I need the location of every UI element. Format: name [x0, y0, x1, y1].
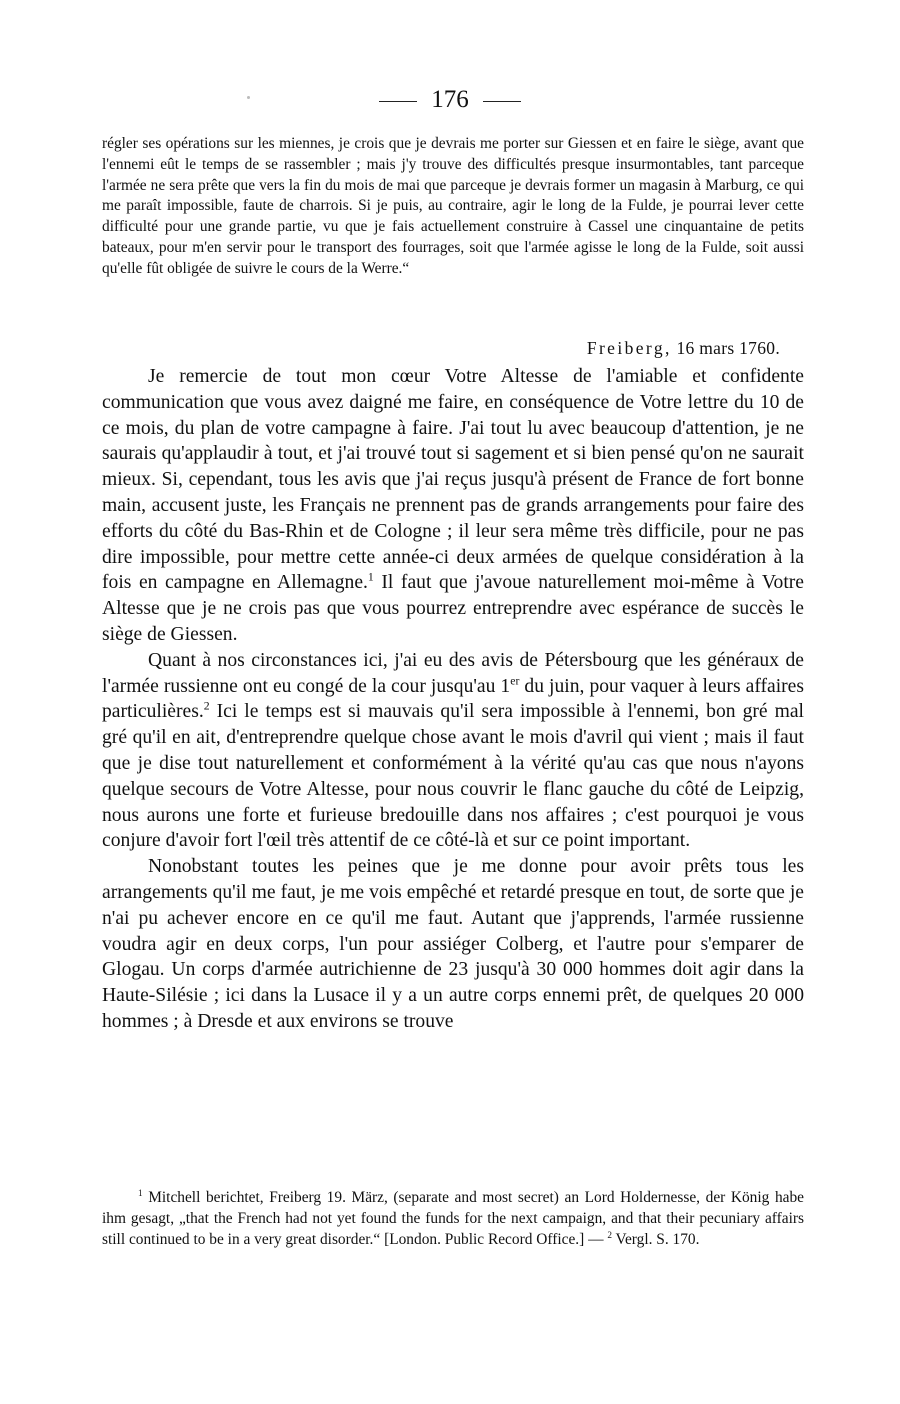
footnote-block — [102, 1188, 804, 1250]
footnote-ref-1: 1 — [367, 570, 374, 584]
ordinal-superscript: er — [510, 674, 520, 688]
p1-text-b: Il faut que j'avoue naturellement moi-même à Votre Altesse que je ne crois pas que vous pourrez entreprendre avec espérance de succès le siège de Giessen. — [102, 572, 804, 645]
letter-excerpt-text: régler ses opérations sur les miennes, je crois que je devrais me porter sur Giessen et en faire le siège, avant que l'ennemi eût le temps de se rassembler ; mais j'y trouve des difficultés presque insurmontables, tant parceque l'armée ne sera prête que vers la fin du mois de mai que parceque je devrais former un magasin à Marburg, ce qui me paraît impossible, faute de charrois. Si je puis, au contraire, agir le long de la Fulde, je pourrai lever cette difficulté pour une grande partie, vu que je fais actuellement construire à Cassel une cinquantaine de petits bateaux, pour m'en servir pour le transport des fourrages, soit que l'armée agisse le long de la Fulde, soit aussi qu'elle fût obligée de suivre le cours de la Werre.“ — [102, 135, 804, 277]
letter-body — [102, 364, 804, 1035]
footnote-1-text: Mitchell berichtet, Freiberg 19. März, (separate and most secret) an Lord Holdernesse, der König habe ihm gesagt, „that the French had not yet found the funds for the next campaign, and that their pecuniary affairs still continued to be in a very great disorder.“ [London. Public Record Office.] — — [102, 1189, 804, 1248]
footnote-1-marker: 1 — [138, 1187, 143, 1198]
footnote-2-marker: 2 — [607, 1229, 612, 1240]
p2-text-a: Quant à nos circonstances ici, j'ai eu des avis de Pétersbourg que les généraux de l'armée russienne ont eu congé de la cour jusqu'au 1 — [102, 649, 804, 697]
dateline — [102, 338, 780, 359]
dateline-date: 16 mars 1760. — [676, 338, 780, 358]
p1-text-a: Je remercie de tout mon cœur Votre Altesse de l'amiable et confidente communication que vous avez daigné me faire, en conséquence de Votre lettre du 10 de ce mois, du plan de votre campagne à faire. J'ai tout lu avec beaucoup d'attention, je ne saurais qu'applaudir à tout, et j'ai trouvé tout si sagement et si bien pensé qu'on ne saurait mieux. Si, cependant, tous les avis que j'ai reçus jusqu'à présent de France de fort bonne main, accusent juste, les Français ne prennent pas de grands arrangements pour faire des efforts du côté du Bas-Rhin et de Cologne ; il leur sera même très difficile, pour ne pas dire impossible, pour mettre cette année-ci deux armées de quelque considération à la fois en campagne en Allemagne. — [102, 366, 804, 594]
header-dash-left — [379, 101, 417, 102]
p2-text-c: Ici le temps est si mauvais qu'il sera impossible à l'ennemi, bon gré mal gré qu'il en ait, d'entreprendre quelque chose avant le mois d'avril qui vient ; mais il faut que je dise tout naturellement et conformément à la vérité qu'au cas que nous n'ayons quelque secours de Votre Altesse, pour nous couvrir le flanc gauche du côté de Leipzig, nous aurons une forte et furieuse bredouille dans nos affaires ; c'est pourquoi je vous conjure d'avoir fort l'œil très attentif de ce côté-là et sur ce point important. — [102, 701, 804, 852]
footnote-2-text: Vergl. S. 170. — [611, 1230, 700, 1248]
body-paragraph-3: Nonobstant toutes les peines que je me donne pour avoir prêts tous les arrangements qu'il me faut, je me vois empêché et retardé presque en tout, de sorte que je n'ai pu achever encore en ce qu'il me faut. Autant que j'apprends, l'armée russienne voudra agir en deux corps, l'un pour assiéger Colberg, et l'autre pour s'emparer de Glogau. Un corps d'armée autrichienne de 23 jusqu'à 30 000 hommes doit agir dans la Haute-Silésie ; ici dans la Lusace il y a un autre corps ennemi prêt, de quelques 20 000 hommes ; à Dresde et aux environs se trouve — [102, 856, 804, 1032]
body-paragraph-1 — [102, 364, 804, 648]
footnotes — [102, 1188, 804, 1250]
body-paragraph-2 — [102, 648, 804, 854]
page-number: 176 — [431, 86, 469, 113]
dateline-place: Freiberg, — [586, 338, 672, 358]
page-header — [0, 86, 900, 114]
header-dash-right — [483, 101, 521, 102]
letter-excerpt — [102, 134, 804, 280]
footnote-ref-2: 2 — [203, 699, 210, 713]
p2-text-b: du juin, pour vaquer à leurs affaires particulières. — [102, 675, 805, 723]
